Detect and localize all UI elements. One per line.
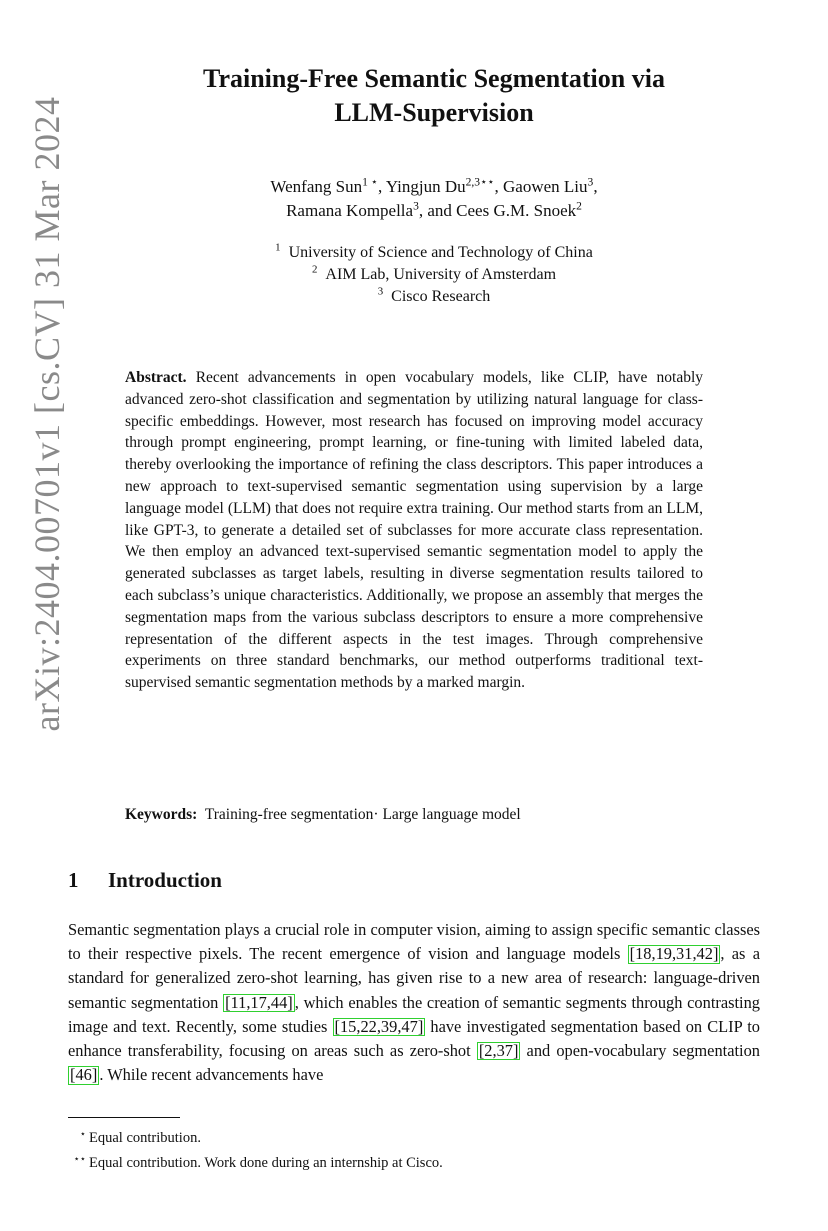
arxiv-stamp: arXiv:2404.00701v1 [cs.CV] 31 Mar 2024 xyxy=(27,96,67,732)
intro-text: , as a standard for generalized zero-shot learning, has given rise to a new area of research: language-driven semantic segmentation xyxy=(68,944,760,1012)
affiliation-list xyxy=(60,242,808,308)
intro-text: Semantic segmentation plays a crucial role in computer vision, aiming to assign specific semantic classes to their respective pixels. The recent emergence of vision and language models xyxy=(68,920,760,964)
affiliation xyxy=(60,286,808,308)
author-affil-mark: 3 xyxy=(587,175,594,189)
footnote-text: Equal contribution. xyxy=(89,1130,201,1146)
section-title: Introduction xyxy=(108,868,222,892)
affiliation-name: Cisco Research xyxy=(391,288,491,305)
author-list xyxy=(60,175,808,223)
affiliation xyxy=(60,264,808,286)
author-affil-mark: 3 xyxy=(413,199,419,213)
footnote-mark: ⋆ xyxy=(79,1129,86,1140)
affiliation-name: University of Science and Technology of China xyxy=(288,244,593,261)
section-number: 1 xyxy=(68,868,79,892)
author-name: Cees G.M. Snoek xyxy=(456,201,577,220)
keywords-text: Training-free segmentation· Large language model xyxy=(204,806,521,823)
author-affil-mark: 2,3⋆⋆ xyxy=(465,175,495,189)
affiliation-number: 2 xyxy=(311,263,318,276)
footnote xyxy=(68,1149,760,1174)
citation-link[interactable]: [15,22,39,47] xyxy=(334,1016,424,1036)
affiliation-number: 3 xyxy=(377,285,384,298)
author-name: Yingjun Du xyxy=(385,177,466,196)
footnote-divider xyxy=(68,1117,180,1118)
footnote xyxy=(68,1124,760,1149)
citation-link[interactable]: [18,19,31,42] xyxy=(629,944,719,964)
affiliation xyxy=(60,242,808,264)
footnote-text: Equal contribution. Work done during an internship at Cisco. xyxy=(89,1155,443,1171)
section-heading xyxy=(68,866,222,894)
author-affil-mark: 1 ⋆ xyxy=(362,175,378,189)
intro-text: have investigated segmentation based on CLIP to enhance transferability, focusing on areas such as zero-shot xyxy=(68,1016,760,1061)
affiliation-name: AIM Lab, University of Amsterdam xyxy=(325,266,557,283)
author-name: Wenfang Sun xyxy=(270,177,363,196)
intro-text: . While recent advancements have xyxy=(99,1065,324,1085)
intro-text: , which enables the creation of semantic segments through contrasting image and text. Recently, some studies xyxy=(68,992,760,1036)
author-name: Ramana Kompella xyxy=(286,201,414,220)
intro-paragraph xyxy=(68,918,760,1087)
author-affil-mark: 2 xyxy=(576,199,582,213)
intro-text: and open-vocabulary segmentation xyxy=(520,1041,760,1061)
author-line-1: Wenfang Sun$^{1 ⋆}$, Yingjun $Du^{2,3⋆⋆}$, Gaowen Liu$^3$, xyxy=(270,175,598,196)
abstract-label: Abstract. xyxy=(125,369,187,386)
author-name: Gaowen Liu xyxy=(503,177,588,196)
abstract-text: Recent advancements in open vocabulary models, like CLIP, have notably advanced zero-shot classification and segmentation by utilizing natural language for class-specific embeddings. However, most research has focused on improving model accuracy through prompt engineering, prompt learning, or fine-tuning with limited labeled data, thereby overlooking the importance of refining the class descriptors. This paper introduces a new approach to text-supervised semantic segmentation using supervision by a large language model (LLM) that does not require extra training. Our method starts from an LLM, like GPT-3, to generate a detailed set of subclasses for more accurate class representation. We then employ an advanced text-supervised semantic segmentation model to apply the generated subclasses as target labels, resulting in diverse segmentation results tailored to each subclass’s unique characteristics. Additionally, we propose an assembly that merges the segmentation maps from the various subclass descriptors to ensure a more comprehensive representation of the different aspects in the test images. Through comprehensive experiments on three standard benchmarks, our method outperforms traditional text-supervised semantic segmentation methods by a marked margin. xyxy=(125,369,704,692)
footnotes xyxy=(68,1124,760,1174)
title-line-1: Training-Free Semantic Segmentation via xyxy=(203,64,665,93)
citation-link[interactable]: [11,17,44] xyxy=(225,992,293,1012)
footnote-mark: ⋆⋆ xyxy=(73,1154,86,1165)
affiliation-number: 1 xyxy=(275,241,281,254)
keywords-label: Keywords: xyxy=(125,806,198,823)
abstract xyxy=(125,367,703,694)
author-line-2: Ramana Kompella$^3$, and Cees G.M. Snoek$^2$ xyxy=(286,199,582,220)
citation-link[interactable]: [46] xyxy=(70,1065,98,1085)
keywords xyxy=(125,804,703,825)
title-line-2: LLM-Supervision xyxy=(334,98,534,127)
paper-title xyxy=(60,62,808,130)
citation-link[interactable]: [2,37] xyxy=(478,1041,519,1061)
